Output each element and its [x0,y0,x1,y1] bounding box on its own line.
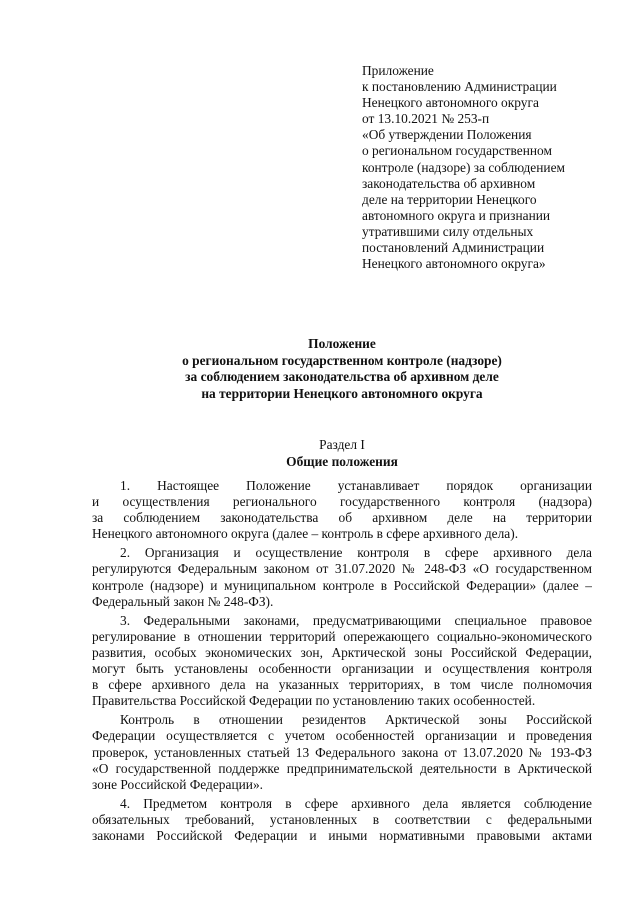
section-header [92,436,592,470]
title-line: о региональном государственном контроле (надзоре) [182,352,502,368]
appendix-line: контроле (надзоре) за соблюдением [362,159,565,175]
paragraph-line: Правительства Российской Федерации по установлению таких особенностей. [92,693,536,709]
paragraph-line: обязательных требований, установленных в соответствии с федеральными [92,811,592,827]
paragraph-line: Федеральный закон № 248-ФЗ). [92,593,274,609]
paragraph-line: и осуществления регионального государственного контроля (надзора) [92,494,592,510]
paragraph-line: за соблюдением законодательства об архивном деле на территории [92,510,592,526]
appendix-note [362,63,592,272]
title-line: на территории Ненецкого автономного округа [201,385,483,401]
paragraph-1 [92,478,592,542]
paragraph-line: в сфере архивного дела на указанных территориях, в том числе полномочия [92,677,592,693]
appendix-line: утратившими силу отдельных [362,223,534,239]
paragraph-line: законами Российской Федерации и иными нормативными правовыми актами [92,827,592,843]
appendix-line: постановлений Администрации [362,240,545,256]
paragraph-line: проверок, установленных статьей 13 Федерального закона от 13.07.2020 № 193-ФЗ [92,744,592,760]
paragraph-line: Ненецкого автономного округа (далее – контроль в сфере архивного дела). [92,526,519,542]
section-label: Раздел I [319,437,365,452]
section-heading: Общие положения [286,454,398,469]
paragraph-line: регулирование в отношении территорий опережающего социально-экономического [92,628,592,644]
paragraph-line: зоне Российской Федерации». [92,776,263,792]
paragraph-2 [92,545,592,609]
paragraph-line: контроле (надзоре) и муниципальном контроле в Российской Федерации» (далее – [92,577,592,593]
appendix-line: Ненецкого автономного округа» [362,256,546,272]
appendix-line: о региональном государственном [362,143,552,159]
paragraph-line: регулируются Федеральным законом от 31.07.2020 № 248-ФЗ «О государственном [92,561,592,577]
paragraph-line: развития, особых экономических зон, Арктической зоны Российской Федерации, [92,644,592,660]
paragraph-3-continued [92,712,592,792]
document-body [92,478,592,847]
paragraph-line: «О государственной поддержке предпринимательской деятельности в Арктической [92,760,592,776]
paragraph-line: 2. Организация и осуществление контроля в сфере архивного дела [120,545,592,561]
appendix-line: законодательства об архивном [362,175,536,191]
appendix-line: к постановлению Администрации [362,79,557,95]
paragraph-line: 4. Предметом контроля в сфере архивного дела является соблюдение [120,795,592,811]
appendix-line: «Об утверждении Положения [362,127,532,143]
appendix-line: автономного округа и признании [362,207,551,223]
appendix-line: деле на территории Ненецкого [362,191,537,207]
appendix-line: от 13.10.2021 № 253-п [362,111,490,127]
paragraph-line: Федерации осуществляется с учетом особенностей организации и проведения [92,728,592,744]
title-line: за соблюдением законодательства об архивном деле [185,369,499,384]
paragraph-line: Контроль в отношении резидентов Арктической зоны Российской [120,712,592,728]
paragraph-line: 3. Федеральными законами, предусматривающими специальное правовое [120,612,592,628]
paragraph-line: 1. Настоящее Положение устанавливает порядок организации [120,478,592,493]
paragraph-4 [92,796,592,844]
appendix-line: Ненецкого автономного округа [362,95,539,111]
paragraph-3 [92,613,592,710]
appendix-line: Приложение [362,63,434,78]
document-title [92,336,592,402]
title-line: Положение [308,336,376,351]
paragraph-line: могут быть установлены особенности организации и осуществления контроля [92,661,592,677]
